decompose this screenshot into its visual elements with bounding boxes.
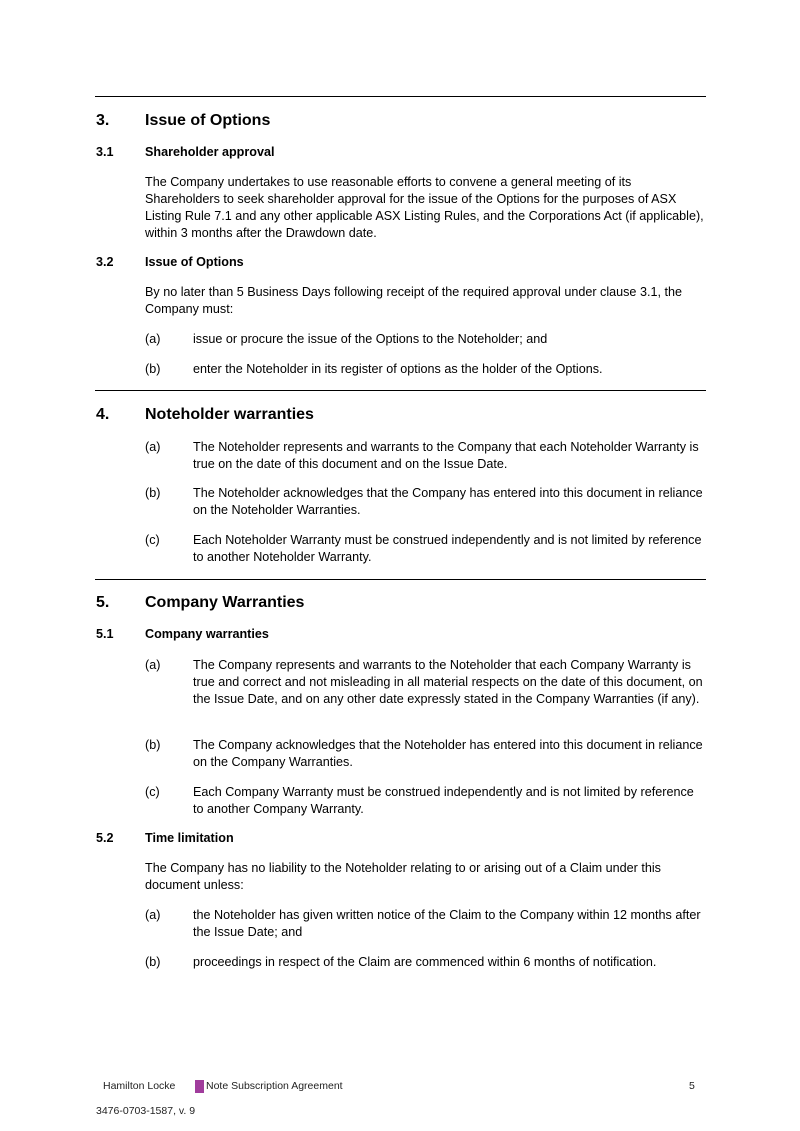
section-divider <box>95 96 706 97</box>
section-divider <box>95 579 706 580</box>
section-number: 4. <box>96 406 110 423</box>
section-number: 5. <box>96 594 110 611</box>
item-label: (c) <box>145 785 160 799</box>
section-title: Noteholder warranties <box>145 406 314 423</box>
footer-firm: Hamilton Locke <box>103 1080 176 1092</box>
item-text: The Noteholder represents and warrants to the Company that each Noteholder Warranty is true on the date of this document and on the Issue Date. <box>193 440 699 471</box>
clause-title: Shareholder approval <box>145 145 275 159</box>
clause-title: Time limitation <box>145 831 234 845</box>
item-text: Each Company Warranty must be construed independently and is not limited by reference to another Company Warranty. <box>193 785 694 816</box>
item-text: issue or procure the issue of the Options to the Noteholder; and <box>193 332 548 346</box>
footer-color-mark <box>195 1080 204 1093</box>
item-text: The Noteholder acknowledges that the Company has entered into this document in reliance on the Noteholder Warranties. <box>193 486 703 517</box>
item-label: (a) <box>145 908 161 922</box>
item-label: (b) <box>145 955 161 969</box>
item-label: (b) <box>145 362 161 376</box>
item-text: Each Noteholder Warranty must be construed independently and is not limited by reference to another Noteholder Warranty. <box>193 533 702 564</box>
clause-number: 5.2 <box>96 831 114 845</box>
clause-paragraph: The Company has no liability to the Noteholder relating to or arising out of a Claim under this document unless: <box>145 861 661 892</box>
item-text: the Noteholder has given written notice of the Claim to the Company within 12 months after the Issue Date; and <box>193 908 701 939</box>
clause-title: Issue of Options <box>145 255 244 269</box>
item-text: The Company acknowledges that the Noteholder has entered into this document in reliance on the Company Warranties. <box>193 738 703 769</box>
clause-paragraph: By no later than 5 Business Days following receipt of the required approval under clause 3.1, the Company must: <box>145 285 682 316</box>
clause-number: 5.1 <box>96 627 114 641</box>
section-title: Issue of Options <box>145 112 271 129</box>
item-label: (c) <box>145 533 160 547</box>
item-label: (a) <box>145 440 161 454</box>
clause-title: Company warranties <box>145 627 269 641</box>
item-text: enter the Noteholder in its register of options as the holder of the Options. <box>193 362 603 376</box>
clause-number: 3.2 <box>96 255 114 269</box>
item-text: The Company represents and warrants to the Noteholder that each Company Warranty is true and correct and not misleading in all material respects on the date of this document, on the Issue Date, and on any other date expressly stated in the Company Warranties (if any). <box>193 658 703 706</box>
page-number: 5 <box>689 1080 695 1092</box>
section-divider <box>95 390 706 391</box>
section-title: Company Warranties <box>145 594 305 611</box>
item-label: (a) <box>145 658 161 672</box>
clause-number: 3.1 <box>96 145 114 159</box>
item-label: (b) <box>145 738 161 752</box>
footer-document-title: Note Subscription Agreement <box>206 1080 343 1092</box>
item-label: (b) <box>145 486 161 500</box>
section-number: 3. <box>96 112 110 129</box>
clause-paragraph: The Company undertakes to use reasonable efforts to convene a general meeting of its Shareholders to seek shareholder approval for the issue of the Options for the purposes of ASX Listing Rule 7.1 and any other applicable ASX Listing Rules, and the Corporations Act (if applicable), within 3 months after the Drawdown date. <box>145 175 704 240</box>
item-label: (a) <box>145 332 161 346</box>
item-text: proceedings in respect of the Claim are commenced within 6 months of notification. <box>193 955 657 969</box>
document-reference: 3476-0703-1587, v. 9 <box>96 1105 196 1117</box>
